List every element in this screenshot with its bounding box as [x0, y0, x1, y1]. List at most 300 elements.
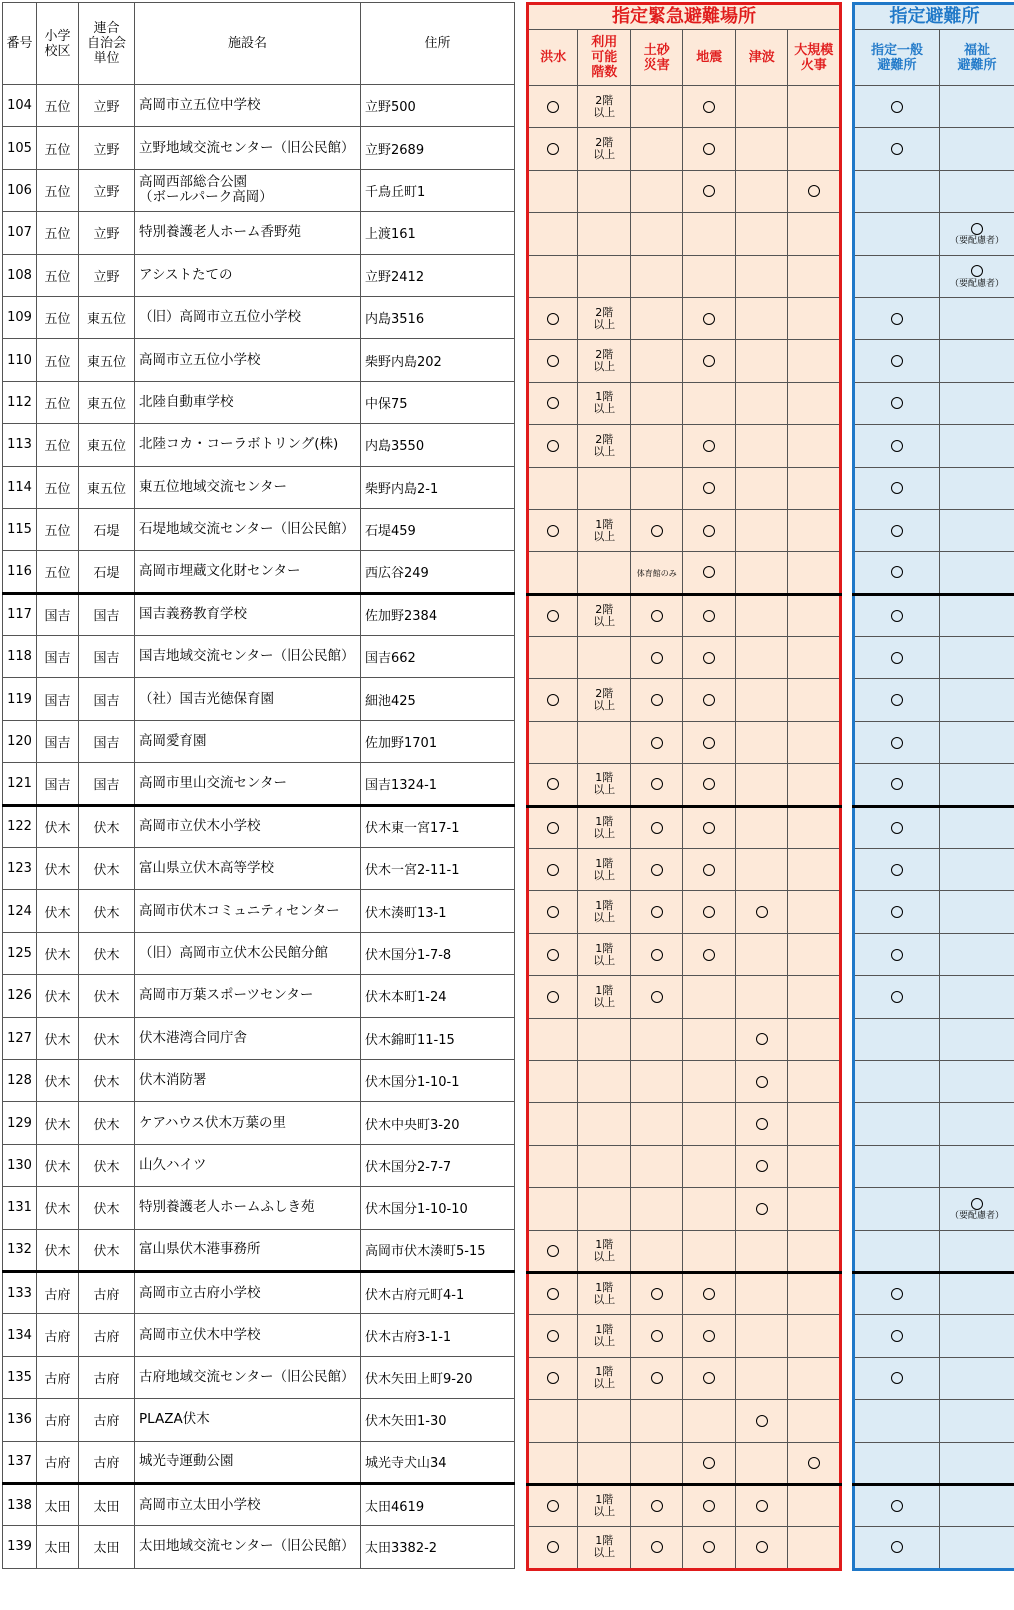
- quake-mark: [703, 652, 715, 664]
- welfare-mark: [971, 223, 983, 235]
- cell-num: 136: [3, 1399, 37, 1441]
- cell-union: 伏木: [79, 975, 135, 1017]
- cell-floors: 2階 以上: [578, 297, 631, 339]
- cell-landslide: [630, 1484, 683, 1526]
- cell-address: 細池425: [361, 678, 515, 720]
- shelter-row: [854, 255, 1014, 297]
- shelter-row: [854, 594, 1014, 636]
- cell-union: 立野: [79, 212, 135, 254]
- cell-welfare: [940, 1484, 1014, 1526]
- cell-welfare: [940, 1527, 1014, 1569]
- cell-fire: [788, 425, 841, 467]
- cell-facility-name: 北陸コカ・コーラボトリング(株): [135, 424, 361, 466]
- cell-num: 134: [3, 1314, 37, 1356]
- landslide-mark: [651, 1288, 663, 1300]
- landslide-mark: [651, 1330, 663, 1342]
- tsunami-mark: [756, 1118, 768, 1130]
- flood-mark: [547, 991, 559, 1003]
- shelter-row: [854, 1188, 1014, 1230]
- shelter-row: [854, 382, 1014, 424]
- cell-tsunami: [735, 849, 788, 891]
- cell-union: 太田: [79, 1526, 135, 1568]
- cell-facility-name: 立野地域交流センター（旧公民館）: [135, 127, 361, 169]
- cell-landslide: [630, 1103, 683, 1145]
- header-school: 小学 校区: [37, 3, 79, 85]
- quake-mark: [703, 864, 715, 876]
- cell-landslide: [630, 297, 683, 339]
- general-mark: [891, 440, 903, 452]
- cell-flood: [528, 1442, 578, 1484]
- table-row: [3, 1526, 515, 1568]
- cell-flood: [528, 382, 578, 424]
- cell-flood: [528, 86, 578, 128]
- cell-tsunami: [735, 1315, 788, 1357]
- quake-mark: [703, 1288, 715, 1300]
- table-row: [3, 593, 515, 635]
- quake-mark: [703, 1372, 715, 1384]
- care-note: （要配慮者）: [949, 1211, 1004, 1222]
- cell-num: 121: [3, 763, 37, 805]
- cell-flood: [528, 509, 578, 551]
- cell-quake: [683, 297, 736, 339]
- cell-num: 109: [3, 296, 37, 338]
- shelter-row: [854, 764, 1014, 806]
- quake-mark: [703, 822, 715, 834]
- cell-num: 124: [3, 890, 37, 932]
- cell-welfare: [940, 933, 1014, 975]
- cell-address: 内島3516: [361, 296, 515, 338]
- cell-flood: [528, 1188, 578, 1230]
- cell-flood: [528, 1230, 578, 1272]
- cell-union: 国吉: [79, 678, 135, 720]
- table-row: [3, 1399, 515, 1441]
- cell-facility-name: 特別養護老人ホーム香野苑: [135, 212, 361, 254]
- emergency-row: [528, 128, 841, 170]
- cell-school: 古府: [37, 1314, 79, 1356]
- cell-school: 古府: [37, 1356, 79, 1398]
- cell-welfare: [940, 891, 1014, 933]
- cell-general: [854, 721, 940, 763]
- cell-general: [854, 1315, 940, 1357]
- cell-tsunami: [735, 213, 788, 255]
- cell-floors: 1階 以上: [578, 1357, 631, 1399]
- cell-fire: [788, 128, 841, 170]
- emergency-row: [528, 255, 841, 297]
- tsunami-mark: [756, 1033, 768, 1045]
- cell-num: 127: [3, 1017, 37, 1059]
- cell-num: 116: [3, 551, 37, 593]
- cell-facility-name: 高岡市立古府小学校: [135, 1271, 361, 1313]
- emergency-row: [528, 1060, 841, 1102]
- cell-union: 国吉: [79, 593, 135, 635]
- cell-facility-name: （社）国吉光徳保育園: [135, 678, 361, 720]
- flood-mark: [547, 694, 559, 706]
- cell-landslide: [630, 764, 683, 806]
- cell-floors: [578, 1103, 631, 1145]
- cell-fire: [788, 637, 841, 679]
- tsunami-mark: [756, 906, 768, 918]
- header-facility: 施設名: [135, 3, 361, 85]
- cell-school: 五位: [37, 339, 79, 381]
- cell-num: 107: [3, 212, 37, 254]
- quake-mark: [703, 694, 715, 706]
- cell-address: 立野500: [361, 85, 515, 127]
- table-row: [3, 212, 515, 254]
- cell-flood: [528, 1272, 578, 1314]
- emergency-row: [528, 637, 841, 679]
- table-row: [3, 1314, 515, 1356]
- flood-mark: [547, 1245, 559, 1257]
- general-mark: [891, 1500, 903, 1512]
- cell-landslide: [630, 1315, 683, 1357]
- cell-floors: 2階 以上: [578, 594, 631, 636]
- cell-union: 古府: [79, 1441, 135, 1483]
- table-row: [3, 127, 515, 169]
- cell-general: [854, 637, 940, 679]
- shelter-title: 指定避難所: [854, 4, 1014, 30]
- cell-tsunami: [735, 891, 788, 933]
- cell-tsunami: [735, 594, 788, 636]
- cell-quake: [683, 1527, 736, 1569]
- header-fire: 大規模 火事: [788, 30, 841, 86]
- cell-school: 五位: [37, 424, 79, 466]
- cell-fire: [788, 552, 841, 594]
- cell-welfare: [940, 467, 1014, 509]
- cell-floors: [578, 1145, 631, 1187]
- cell-tsunami: [735, 1018, 788, 1060]
- flood-mark: [547, 822, 559, 834]
- cell-general: [854, 976, 940, 1018]
- table-row: [3, 1271, 515, 1313]
- shelter-row: [854, 297, 1014, 339]
- cell-flood: [528, 552, 578, 594]
- cell-facility-name: 伏木港湾合同庁舎: [135, 1017, 361, 1059]
- cell-fire: [788, 679, 841, 721]
- cell-welfare: [940, 721, 1014, 763]
- cell-union: 伏木: [79, 1059, 135, 1101]
- cell-school: 五位: [37, 169, 79, 211]
- emergency-row: [528, 1315, 841, 1357]
- emergency-row: [528, 213, 841, 255]
- cell-address: 城光寺犬山34: [361, 1441, 515, 1483]
- cell-union: 古府: [79, 1356, 135, 1398]
- cell-fire: [788, 806, 841, 848]
- cell-flood: [528, 213, 578, 255]
- cell-floors: 2階 以上: [578, 425, 631, 467]
- cell-general: [854, 891, 940, 933]
- emergency-row: [528, 425, 841, 467]
- cell-num: 126: [3, 975, 37, 1017]
- cell-facility-name: 国吉地域交流センター（旧公民館）: [135, 636, 361, 678]
- cell-floors: 1階 以上: [578, 976, 631, 1018]
- cell-num: 117: [3, 593, 37, 635]
- tsunami-mark: [756, 1500, 768, 1512]
- cell-welfare: [940, 213, 1014, 255]
- landslide-mark: [651, 610, 663, 622]
- cell-floors: 1階 以上: [578, 1272, 631, 1314]
- quake-mark: [703, 1457, 715, 1469]
- tsunami-mark: [756, 1203, 768, 1215]
- emergency-row: [528, 552, 841, 594]
- emergency-row: [528, 806, 841, 848]
- cell-quake: [683, 382, 736, 424]
- quake-mark: [703, 143, 715, 155]
- cell-school: 五位: [37, 85, 79, 127]
- flood-mark: [547, 1541, 559, 1553]
- cell-general: [854, 764, 940, 806]
- quake-mark: [703, 610, 715, 622]
- cell-union: 国吉: [79, 720, 135, 762]
- general-mark: [891, 397, 903, 409]
- quake-mark: [703, 355, 715, 367]
- quake-mark: [703, 778, 715, 790]
- cell-school: 伏木: [37, 1017, 79, 1059]
- emergency-row: [528, 1230, 841, 1272]
- emergency-row: [528, 1272, 841, 1314]
- cell-floors: 2階 以上: [578, 340, 631, 382]
- table-row: [3, 720, 515, 762]
- cell-facility-name: 高岡愛育園: [135, 720, 361, 762]
- cell-floors: 1階 以上: [578, 509, 631, 551]
- shelter-row: [854, 552, 1014, 594]
- quake-mark: [703, 482, 715, 494]
- cell-facility-name: 高岡市立伏木小学校: [135, 805, 361, 847]
- shelter-row: [854, 1230, 1014, 1272]
- landslide-mark: [651, 694, 663, 706]
- cell-quake: [683, 170, 736, 212]
- cell-welfare: [940, 1018, 1014, 1060]
- cell-landslide: [630, 594, 683, 636]
- shelter-row: [854, 1315, 1014, 1357]
- cell-flood: [528, 679, 578, 721]
- cell-school: 五位: [37, 296, 79, 338]
- cell-fire: [788, 1188, 841, 1230]
- emergency-row: [528, 1188, 841, 1230]
- table-row: [3, 296, 515, 338]
- cell-floors: [578, 1442, 631, 1484]
- cell-facility-name: 古府地域交流センター（旧公民館）: [135, 1356, 361, 1398]
- cell-facility-name: 石堤地域交流センター（旧公民館）: [135, 508, 361, 550]
- cell-facility-name: 東五位地域交流センター: [135, 466, 361, 508]
- cell-school: 伏木: [37, 1102, 79, 1144]
- cell-facility-name: 北陸自動車学校: [135, 381, 361, 423]
- landslide-mark: [651, 652, 663, 664]
- shelter-row: [854, 1272, 1014, 1314]
- quake-mark: [703, 313, 715, 325]
- emergency-row: [528, 1527, 841, 1569]
- cell-tsunami: [735, 1188, 788, 1230]
- cell-union: 国吉: [79, 763, 135, 805]
- cell-tsunami: [735, 425, 788, 467]
- shelter-row: [854, 806, 1014, 848]
- cell-general: [854, 1400, 940, 1442]
- cell-union: 古府: [79, 1271, 135, 1313]
- cell-school: 伏木: [37, 1187, 79, 1229]
- cell-general: [854, 1188, 940, 1230]
- cell-num: 132: [3, 1229, 37, 1271]
- cell-landslide: [630, 86, 683, 128]
- cell-flood: [528, 637, 578, 679]
- cell-quake: [683, 806, 736, 848]
- table-row: [3, 551, 515, 593]
- emergency-row: [528, 1400, 841, 1442]
- emergency-evacuation-table: [526, 2, 842, 1571]
- flood-mark: [547, 778, 559, 790]
- emergency-row: [528, 1018, 841, 1060]
- cell-welfare: [940, 552, 1014, 594]
- cell-fire: [788, 891, 841, 933]
- landslide-mark: [651, 778, 663, 790]
- cell-fire: [788, 933, 841, 975]
- header-welfare: 福祉 避難所: [940, 30, 1014, 86]
- general-mark: [891, 1541, 903, 1553]
- cell-address: 千鳥丘町1: [361, 169, 515, 211]
- cell-num: 112: [3, 381, 37, 423]
- cell-flood: [528, 297, 578, 339]
- cell-num: 123: [3, 848, 37, 890]
- cell-num: 133: [3, 1271, 37, 1313]
- table-row: [3, 1017, 515, 1059]
- table-row: [3, 848, 515, 890]
- flood-mark: [547, 143, 559, 155]
- general-mark: [891, 864, 903, 876]
- cell-union: 伏木: [79, 890, 135, 932]
- cell-facility-name: （旧）高岡市立五位小学校: [135, 296, 361, 338]
- header-floors: 利用 可能 階数: [578, 30, 631, 86]
- cell-fire: [788, 297, 841, 339]
- table-row: [3, 975, 515, 1017]
- cell-floors: [578, 721, 631, 763]
- cell-num: 104: [3, 85, 37, 127]
- cell-school: 国吉: [37, 593, 79, 635]
- table-row: [3, 1059, 515, 1101]
- general-mark: [891, 101, 903, 113]
- cell-welfare: [940, 297, 1014, 339]
- cell-landslide: [630, 382, 683, 424]
- cell-address: 立野2412: [361, 254, 515, 296]
- header-quake: 地震: [683, 30, 736, 86]
- cell-general: [854, 1442, 940, 1484]
- cell-floors: 1階 以上: [578, 849, 631, 891]
- emergency-row: [528, 382, 841, 424]
- emergency-row: [528, 849, 841, 891]
- emergency-row: [528, 594, 841, 636]
- emergency-row: [528, 467, 841, 509]
- table-row: [3, 1187, 515, 1229]
- shelter-row: [854, 425, 1014, 467]
- landslide-mark: [651, 737, 663, 749]
- cell-landslide: [630, 1145, 683, 1187]
- emergency-row: [528, 721, 841, 763]
- cell-welfare: [940, 1442, 1014, 1484]
- cell-num: 125: [3, 932, 37, 974]
- general-mark: [891, 525, 903, 537]
- cell-general: [854, 340, 940, 382]
- tsunami-mark: [756, 1076, 768, 1088]
- shelter-row: [854, 933, 1014, 975]
- cell-facility-name: 高岡市立太田小学校: [135, 1483, 361, 1525]
- cell-num: 122: [3, 805, 37, 847]
- general-mark: [891, 949, 903, 961]
- cell-welfare: [940, 509, 1014, 551]
- emergency-row: [528, 1103, 841, 1145]
- cell-union: 東五位: [79, 424, 135, 466]
- cell-tsunami: [735, 679, 788, 721]
- cell-num: 120: [3, 720, 37, 762]
- cell-quake: [683, 1018, 736, 1060]
- cell-flood: [528, 806, 578, 848]
- cell-welfare: [940, 976, 1014, 1018]
- cell-landslide: [630, 891, 683, 933]
- cell-quake: [683, 467, 736, 509]
- shelter-row: [854, 86, 1014, 128]
- cell-fire: [788, 1527, 841, 1569]
- emergency-row: [528, 170, 841, 212]
- cell-landslide: [630, 1272, 683, 1314]
- cell-tsunami: [735, 297, 788, 339]
- cell-welfare: [940, 382, 1014, 424]
- cell-welfare: [940, 1400, 1014, 1442]
- table-row: [3, 763, 515, 805]
- cell-tsunami: [735, 1145, 788, 1187]
- cell-school: 五位: [37, 508, 79, 550]
- cell-facility-name: 高岡市里山交流センター: [135, 763, 361, 805]
- cell-num: 105: [3, 127, 37, 169]
- cell-landslide: [630, 1060, 683, 1102]
- cell-tsunami: [735, 1230, 788, 1272]
- cell-general: [854, 255, 940, 297]
- cell-address: 伏木国分1-7-8: [361, 932, 515, 974]
- fire-mark: [808, 185, 820, 197]
- table-row: [3, 85, 515, 127]
- cell-school: 五位: [37, 381, 79, 423]
- quake-mark: [703, 906, 715, 918]
- emergency-row: [528, 1145, 841, 1187]
- shelter-row: [854, 340, 1014, 382]
- table-row: [3, 1483, 515, 1525]
- cell-tsunami: [735, 340, 788, 382]
- cell-general: [854, 552, 940, 594]
- cell-union: 伏木: [79, 1017, 135, 1059]
- cell-flood: [528, 594, 578, 636]
- table-row: [3, 805, 515, 847]
- emergency-row: [528, 764, 841, 806]
- cell-quake: [683, 933, 736, 975]
- cell-school: 五位: [37, 551, 79, 593]
- header-num: 番号: [3, 3, 37, 85]
- quake-mark: [703, 525, 715, 537]
- cell-fire: [788, 1357, 841, 1399]
- cell-quake: [683, 891, 736, 933]
- cell-fire: [788, 86, 841, 128]
- cell-tsunami: [735, 255, 788, 297]
- cell-tsunami: [735, 1484, 788, 1526]
- cell-fire: [788, 1018, 841, 1060]
- cell-address: 伏木国分2-7-7: [361, 1144, 515, 1186]
- cell-num: 137: [3, 1441, 37, 1483]
- cell-school: 古府: [37, 1399, 79, 1441]
- table-row: [3, 890, 515, 932]
- cell-fire: [788, 1484, 841, 1526]
- cell-tsunami: [735, 933, 788, 975]
- cell-flood: [528, 764, 578, 806]
- cell-address: 伏木国分1-10-1: [361, 1059, 515, 1101]
- cell-quake: [683, 1230, 736, 1272]
- cell-general: [854, 849, 940, 891]
- cell-quake: [683, 721, 736, 763]
- cell-tsunami: [735, 637, 788, 679]
- flood-mark: [547, 610, 559, 622]
